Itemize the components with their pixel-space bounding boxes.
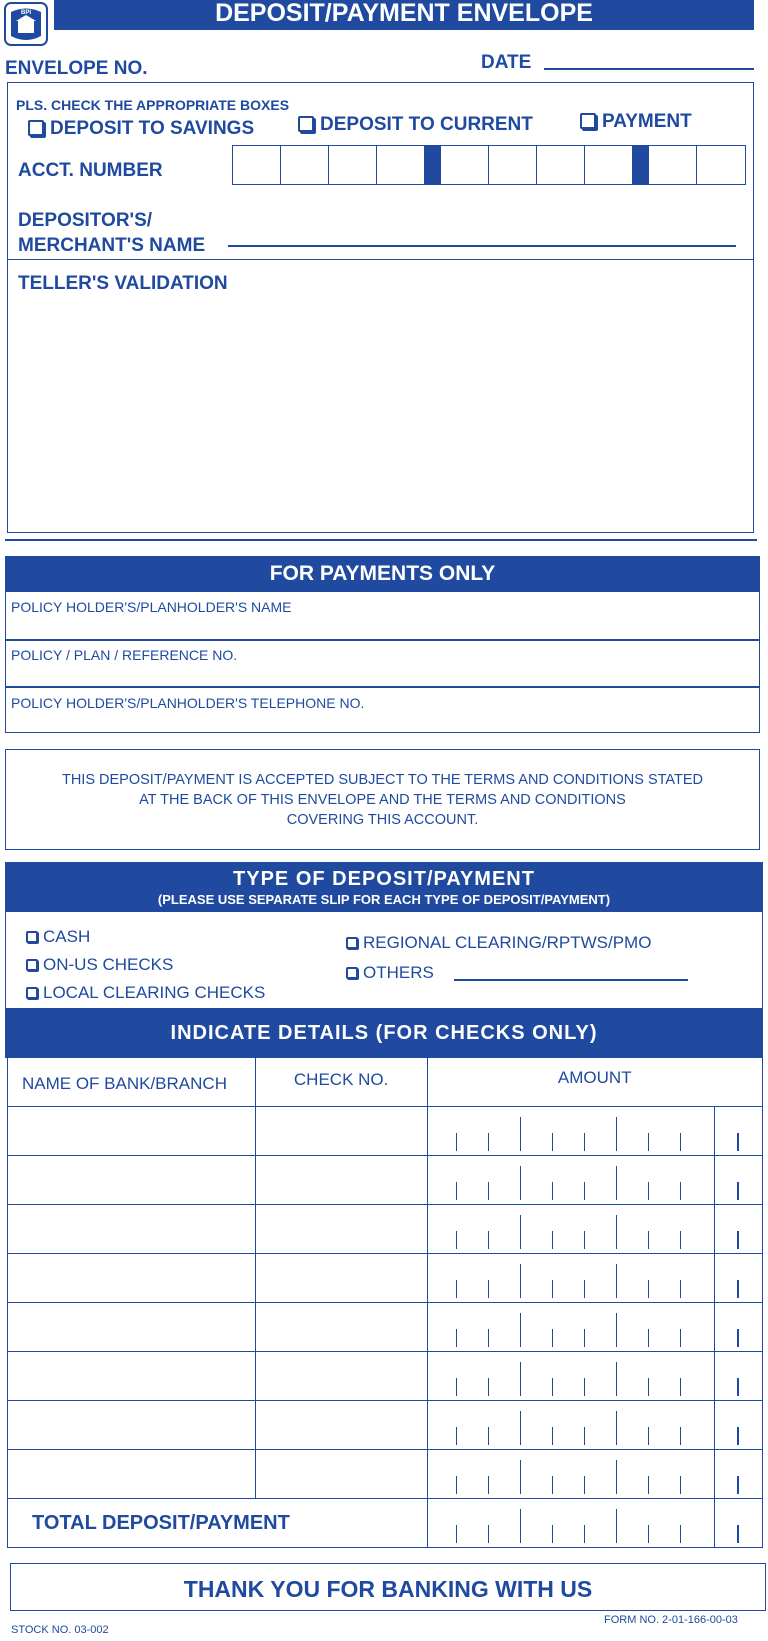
check-no-cell[interactable] — [255, 1205, 427, 1254]
bank-cell[interactable] — [8, 1450, 256, 1499]
amount-ticks — [428, 1303, 715, 1351]
date-label: DATE — [481, 52, 532, 73]
policy-telephone-label: POLICY HOLDER'S/PLANHOLDER'S TELEPHONE NO. — [11, 695, 365, 711]
check-instruction: PLS. CHECK THE APPROPRIATE BOXES — [16, 97, 290, 113]
cents-ticks — [715, 1303, 762, 1351]
amount-tick — [488, 1427, 490, 1445]
amount-tick — [616, 1117, 618, 1151]
amount-tick — [488, 1378, 490, 1396]
payments-section-title-text: FOR PAYMENTS ONLY — [269, 562, 496, 585]
cents-ticks — [715, 1499, 762, 1547]
type-section-title-text: TYPE OF DEPOSIT/PAYMENT — [233, 868, 535, 890]
amount-tick — [648, 1280, 650, 1298]
cents-cell[interactable] — [715, 1352, 763, 1401]
column-header-check-no — [255, 1058, 427, 1107]
amount-tick — [552, 1182, 554, 1200]
type-option-cash-label: CASH — [43, 927, 91, 946]
envelope-no-label: ENVELOPE NO. — [5, 58, 148, 79]
acct-digit-box[interactable] — [377, 146, 425, 184]
cents-cell[interactable] — [715, 1205, 763, 1254]
amount-ticks — [428, 1254, 715, 1302]
teller-validation-label: TELLER'S VALIDATION — [18, 273, 228, 294]
thank-you-text: THANK YOU FOR BANKING WITH US — [183, 1576, 593, 1602]
amount-ticks — [428, 1205, 715, 1253]
amount-tick — [520, 1117, 522, 1151]
amount-tick — [456, 1476, 458, 1494]
amount-tick — [488, 1182, 490, 1200]
amount-cell[interactable] — [427, 1156, 715, 1205]
amount-tick — [680, 1378, 682, 1396]
cents-ticks — [715, 1156, 762, 1204]
amount-tick — [552, 1525, 554, 1543]
divider — [5, 539, 757, 541]
type-option-local-clearing-label: LOCAL CLEARING CHECKS — [43, 983, 266, 1002]
amount-tick — [616, 1460, 618, 1494]
check-no-cell[interactable] — [255, 1401, 427, 1450]
type-option-regional-clearing-label: REGIONAL CLEARING/RPTWS/PMO — [363, 933, 652, 952]
checkbox-regional-clearing[interactable] — [346, 937, 358, 949]
acct-digit-box[interactable] — [281, 146, 329, 184]
amount-tick — [520, 1509, 522, 1543]
cents-cell[interactable] — [715, 1450, 763, 1499]
cents-ticks — [715, 1401, 762, 1449]
payments-section-title — [5, 556, 760, 592]
acct-digit-box[interactable] — [329, 146, 377, 184]
option-payment[interactable] — [580, 111, 692, 133]
total-amount-cell[interactable] — [427, 1499, 715, 1548]
amount-ticks — [428, 1352, 715, 1400]
page-title — [54, 0, 754, 30]
amount-tick — [552, 1427, 554, 1445]
cents-cell[interactable] — [715, 1254, 763, 1303]
column-header-bank-text: NAME OF BANK/BRANCH — [22, 1074, 227, 1093]
cents-tick — [737, 1280, 739, 1298]
amount-tick — [648, 1133, 650, 1151]
amount-tick — [680, 1133, 682, 1151]
amount-tick — [520, 1362, 522, 1396]
amount-tick — [520, 1460, 522, 1494]
option-deposit-current-label: DEPOSIT TO CURRENT — [320, 114, 533, 135]
amount-tick — [680, 1231, 682, 1249]
terms-line3: COVERING THIS ACCOUNT. — [286, 812, 479, 828]
amount-tick — [680, 1525, 682, 1543]
amount-tick — [552, 1476, 554, 1494]
depositor-label-line1: DEPOSITOR'S/ — [18, 210, 153, 231]
amount-tick — [648, 1427, 650, 1445]
total-label-cell — [8, 1499, 428, 1548]
checkbox-others[interactable] — [346, 967, 358, 979]
total-cents-cell[interactable] — [715, 1499, 763, 1548]
amount-tick — [488, 1133, 490, 1151]
cents-cell[interactable] — [715, 1401, 763, 1450]
stock-no: STOCK NO. 03-002 — [11, 1624, 109, 1636]
cents-tick — [737, 1182, 739, 1200]
form-no: FORM NO. 2-01-166-00-03 — [604, 1614, 738, 1626]
amount-cell[interactable] — [427, 1450, 715, 1499]
amount-cell[interactable] — [427, 1401, 715, 1450]
amount-tick — [648, 1378, 650, 1396]
amount-tick — [488, 1525, 490, 1543]
row-divider — [5, 686, 760, 688]
table-row — [8, 1401, 763, 1450]
amount-cell[interactable] — [427, 1254, 715, 1303]
amount-tick — [584, 1329, 586, 1347]
amount-tick — [584, 1378, 586, 1396]
type-option-others-label: OTHERS — [363, 963, 434, 982]
svg-text:BPI: BPI — [20, 10, 32, 16]
amount-tick — [648, 1525, 650, 1543]
table-row — [8, 1156, 763, 1205]
amount-tick — [520, 1264, 522, 1298]
amount-tick — [680, 1476, 682, 1494]
amount-tick — [648, 1476, 650, 1494]
table-row — [8, 1254, 763, 1303]
amount-tick — [552, 1378, 554, 1396]
checkbox-deposit-current[interactable] — [298, 116, 314, 132]
column-header-check-no-text: CHECK NO. — [293, 1070, 389, 1089]
policy-holder-name-label: POLICY HOLDER'S/PLANHOLDER'S NAME — [11, 599, 292, 615]
amount-tick — [456, 1378, 458, 1396]
type-section-title — [5, 862, 763, 912]
table-row — [8, 1205, 763, 1254]
acct-digit-box[interactable] — [537, 146, 585, 184]
amount-tick — [456, 1280, 458, 1298]
amount-tick — [488, 1329, 490, 1347]
amount-tick — [616, 1264, 618, 1298]
acct-digit-box[interactable] — [489, 146, 537, 184]
total-row — [8, 1499, 763, 1548]
cents-ticks — [715, 1107, 762, 1155]
amount-tick — [616, 1509, 618, 1543]
others-field[interactable] — [454, 979, 688, 981]
acct-digit-box[interactable] — [233, 146, 281, 184]
option-payment-label: PAYMENT — [602, 111, 692, 132]
acct-number-label: ACCT. NUMBER — [18, 160, 163, 181]
amount-tick — [488, 1476, 490, 1494]
check-no-cell[interactable] — [255, 1254, 427, 1303]
cents-tick — [737, 1329, 739, 1347]
amount-tick — [456, 1182, 458, 1200]
amount-tick — [456, 1525, 458, 1543]
depositor-name-field[interactable] — [228, 245, 736, 247]
amount-tick — [648, 1329, 650, 1347]
cents-cell[interactable] — [715, 1156, 763, 1205]
amount-ticks — [428, 1156, 715, 1204]
amount-tick — [616, 1215, 618, 1249]
option-deposit-savings[interactable] — [28, 118, 254, 140]
cents-cell[interactable] — [715, 1303, 763, 1352]
option-deposit-savings-label: DEPOSIT TO SAVINGS — [50, 118, 255, 139]
column-header-bank — [8, 1058, 256, 1107]
amount-cell[interactable] — [427, 1205, 715, 1254]
depositor-label-line2: MERCHANT'S NAME — [18, 235, 206, 256]
terms-line2: AT THE BACK OF THIS ENVELOPE AND THE TERMS AND CONDITIONS — [139, 792, 626, 808]
acct-digit-box[interactable] — [697, 146, 745, 184]
cents-ticks — [715, 1450, 762, 1498]
amount-tick — [680, 1182, 682, 1200]
table-header-row — [8, 1058, 763, 1107]
check-no-cell[interactable] — [255, 1450, 427, 1499]
amount-tick — [616, 1166, 618, 1200]
check-no-cell[interactable] — [255, 1303, 427, 1352]
amount-tick — [488, 1280, 490, 1298]
cents-ticks — [715, 1254, 762, 1302]
type-option-others[interactable] — [346, 963, 434, 983]
amount-cell[interactable] — [427, 1107, 715, 1156]
acct-digit-box[interactable] — [585, 146, 633, 184]
cents-tick — [737, 1231, 739, 1249]
page-title-text: DEPOSIT/PAYMENT ENVELOPE — [215, 0, 593, 27]
table-row — [8, 1303, 763, 1352]
cents-cell[interactable] — [715, 1107, 763, 1156]
total-label: TOTAL DEPOSIT/PAYMENT — [32, 1511, 290, 1534]
checkbox-local-clearing[interactable] — [26, 987, 38, 999]
amount-tick — [584, 1182, 586, 1200]
bank-logo — [4, 2, 48, 46]
amount-tick — [584, 1231, 586, 1249]
amount-tick — [552, 1133, 554, 1151]
type-option-cash[interactable] — [26, 927, 90, 947]
cents-tick — [737, 1476, 739, 1494]
bank-cell[interactable] — [8, 1401, 256, 1450]
terms-text — [5, 770, 760, 830]
type-section-subtitle: (PLEASE USE SEPARATE SLIP FOR EACH TYPE OF DEPOSIT/PAYMENT) — [157, 892, 611, 907]
amount-ticks — [428, 1401, 715, 1449]
checks-table — [7, 1057, 763, 1548]
amount-tick — [552, 1231, 554, 1249]
bank-cell[interactable] — [8, 1352, 256, 1401]
policy-reference-label: POLICY / PLAN / REFERENCE NO. — [11, 647, 238, 663]
amount-ticks — [428, 1499, 715, 1547]
amount-tick — [680, 1329, 682, 1347]
table-row — [8, 1352, 763, 1401]
cents-tick — [737, 1378, 739, 1396]
amount-tick — [456, 1427, 458, 1445]
amount-tick — [520, 1215, 522, 1249]
checkbox-payment[interactable] — [580, 113, 596, 129]
amount-tick — [456, 1329, 458, 1347]
amount-tick — [616, 1313, 618, 1347]
date-field[interactable] — [544, 68, 754, 70]
acct-digit-box[interactable] — [441, 146, 489, 184]
teller-validation-box — [7, 259, 754, 533]
amount-tick — [520, 1313, 522, 1347]
table-row — [8, 1450, 763, 1499]
amount-cell[interactable] — [427, 1352, 715, 1401]
amount-tick — [584, 1525, 586, 1543]
acct-separator — [633, 146, 649, 184]
amount-tick — [552, 1280, 554, 1298]
amount-tick — [584, 1476, 586, 1494]
type-option-on-us-checks[interactable] — [26, 955, 173, 975]
bank-cell[interactable] — [8, 1254, 256, 1303]
acct-number-field[interactable] — [232, 145, 746, 185]
bank-cell[interactable] — [8, 1156, 256, 1205]
column-header-amount-text: AMOUNT — [557, 1068, 632, 1087]
checkbox-on-us-checks[interactable] — [26, 959, 38, 971]
amount-tick — [680, 1427, 682, 1445]
amount-tick — [616, 1411, 618, 1445]
type-option-on-us-checks-label: ON-US CHECKS — [43, 955, 174, 974]
checks-section-title-text: INDICATE DETAILS (FOR CHECKS ONLY) — [170, 1022, 598, 1044]
row-divider — [5, 639, 760, 641]
checks-section-title — [5, 1008, 763, 1058]
amount-tick — [584, 1133, 586, 1151]
amount-tick — [520, 1411, 522, 1445]
checkbox-deposit-savings[interactable] — [28, 120, 44, 136]
amount-tick — [648, 1182, 650, 1200]
type-option-regional-clearing[interactable] — [346, 933, 651, 953]
table-row — [8, 1107, 763, 1156]
bank-cell[interactable] — [8, 1107, 256, 1156]
cents-tick — [737, 1427, 739, 1445]
amount-ticks — [428, 1450, 715, 1498]
amount-tick — [680, 1280, 682, 1298]
cents-ticks — [715, 1352, 762, 1400]
amount-tick — [616, 1362, 618, 1396]
column-header-amount — [427, 1058, 762, 1107]
check-no-cell[interactable] — [255, 1352, 427, 1401]
amount-tick — [584, 1280, 586, 1298]
amount-tick — [552, 1329, 554, 1347]
checkbox-cash[interactable] — [26, 931, 38, 943]
acct-separator — [425, 146, 441, 184]
amount-tick — [584, 1427, 586, 1445]
amount-ticks — [428, 1107, 715, 1155]
type-option-local-clearing[interactable] — [26, 983, 265, 1003]
check-no-cell[interactable] — [255, 1107, 427, 1156]
amount-tick — [456, 1231, 458, 1249]
terms-line1: THIS DEPOSIT/PAYMENT IS ACCEPTED SUBJECT TO THE TERMS AND CONDITIONS STATED — [61, 772, 704, 788]
cents-ticks — [715, 1205, 762, 1253]
amount-tick — [520, 1166, 522, 1200]
option-deposit-current[interactable] — [298, 114, 533, 136]
acct-digit-box[interactable] — [649, 146, 697, 184]
bank-cell[interactable] — [8, 1205, 256, 1254]
bank-cell[interactable] — [8, 1303, 256, 1352]
cents-tick — [737, 1525, 739, 1543]
amount-tick — [488, 1231, 490, 1249]
amount-tick — [456, 1133, 458, 1151]
depositor-label — [18, 208, 205, 258]
amount-tick — [648, 1231, 650, 1249]
bank-logo-icon — [4, 2, 48, 46]
check-no-cell[interactable] — [255, 1156, 427, 1205]
amount-cell[interactable] — [427, 1303, 715, 1352]
cents-tick — [737, 1133, 739, 1151]
